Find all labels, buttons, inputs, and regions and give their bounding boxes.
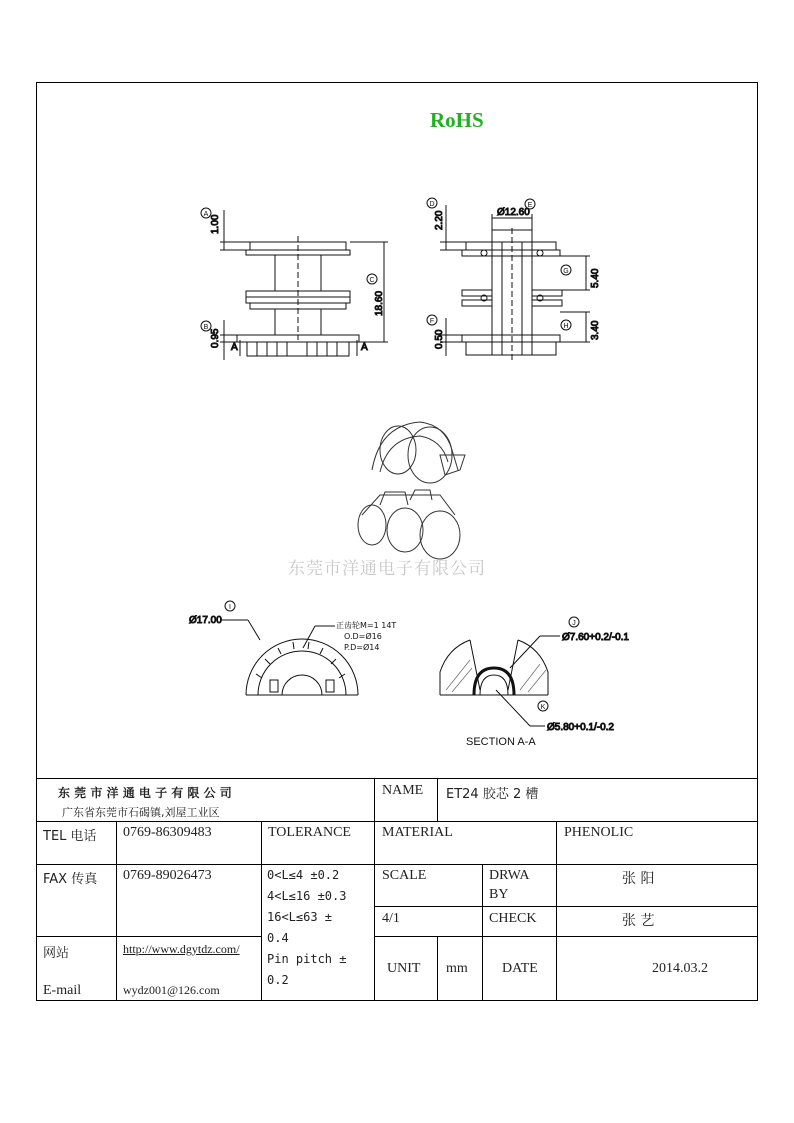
name-value: ET24 胶芯 2 槽	[446, 787, 539, 802]
balloon-c: C	[369, 277, 375, 284]
drwaby-label-2: BY	[489, 887, 509, 902]
tb-vline-unit	[437, 936, 438, 1001]
balloon-k: K	[540, 704, 546, 711]
side-view	[220, 210, 388, 360]
section-view	[440, 636, 560, 726]
tb-line-2	[36, 864, 758, 865]
check-value: 张 艺	[622, 913, 655, 929]
tb-line-1	[36, 821, 758, 822]
dim-j: Ø7.60+0.2/-0.1	[562, 632, 629, 643]
tb-line-4b	[375, 936, 758, 937]
tol-line-6: 0.2	[267, 973, 289, 987]
date-value: 2014.03.2	[652, 961, 708, 976]
balloon-a: A	[203, 211, 209, 218]
gear-note-1: 正齿轮M=1 14T	[336, 621, 397, 630]
company-address: 广东省东莞市石碣镇,刘屋工业区	[62, 806, 220, 819]
fax-label: FAX 传真	[43, 872, 98, 887]
dim-h: 3.40	[590, 320, 601, 340]
dim-g: 5.40	[590, 268, 601, 288]
tb-vline-1	[116, 821, 117, 1001]
section-label: SECTION A-A	[466, 736, 536, 748]
tol-line-1: 0<L≤4 ±0.2	[267, 868, 340, 882]
tb-vline-4	[556, 821, 557, 1001]
tb-top-line	[36, 778, 758, 779]
tb-line-3	[375, 906, 758, 907]
company-name: 东 莞 市 洋 通 电 子 有 限 公 司	[58, 786, 232, 800]
date-label: DATE	[502, 961, 538, 976]
tolerance-label: TOLERANCE	[268, 825, 351, 840]
balloon-g: G	[563, 268, 569, 275]
check-label: CHECK	[489, 911, 537, 926]
gear-note-2: O.D=Ø16	[344, 632, 382, 641]
dim-a: 1.00	[210, 214, 221, 234]
material-label: MATERIAL	[382, 825, 453, 840]
tol-line-5: Pin pitch ±	[267, 952, 347, 966]
tb-vline-3	[482, 864, 483, 1001]
balloon-j: J	[572, 620, 576, 627]
drwaby-label-1: DRWA	[489, 868, 530, 883]
tel-label: TEL 电话	[43, 829, 97, 844]
tb-vline-name	[437, 778, 438, 821]
dim-b: 0.95	[210, 328, 221, 348]
web-label: 网站	[43, 946, 70, 961]
drwaby-value: 张 阳	[622, 871, 655, 887]
front-view	[440, 205, 590, 360]
dim-e: Ø12.60	[497, 207, 530, 218]
tol-line-3: 16<L≤63 ±	[267, 910, 333, 924]
dim-f: 0.50	[434, 329, 445, 349]
dim-d: 2.20	[434, 210, 445, 230]
balloon-f: F	[429, 318, 435, 325]
balloon-h: H	[563, 323, 569, 330]
gear-view	[220, 620, 358, 695]
email-label: E-mail	[43, 983, 82, 998]
section-mark-left: A	[231, 342, 238, 353]
watermark: 东莞市洋通电子有限公司	[288, 559, 486, 579]
tol-line-4: 0.4	[267, 931, 289, 945]
balloon-d: D	[429, 201, 435, 208]
dim-c: 18.60	[374, 290, 385, 316]
unit-label: UNIT	[387, 961, 421, 976]
fax-value: 0769-89026473	[123, 868, 212, 883]
tb-vline-2	[261, 821, 262, 1001]
section-mark-right: A	[361, 342, 368, 353]
gear-note-3: P.D=Ø14	[344, 643, 380, 652]
tb-line-4a	[36, 936, 262, 937]
tel-value: 0769-86309483	[123, 825, 212, 840]
scale-label: SCALE	[382, 868, 427, 883]
scale-value: 4/1	[382, 911, 400, 926]
rohs-label: RoHS	[430, 108, 484, 132]
tb-vline-mid	[374, 778, 375, 1001]
unit-value: mm	[446, 961, 468, 976]
email-value: wydz001@126.com	[123, 983, 220, 997]
balloon-e: E	[527, 202, 533, 209]
balloon-b: B	[203, 324, 209, 331]
web-link[interactable]: http://www.dgytdz.com/	[123, 942, 240, 956]
dim-i: Ø17.00	[189, 615, 222, 626]
isometric-view	[358, 422, 465, 559]
balloon-i: I	[229, 604, 231, 611]
dim-k: Ø5.80+0.1/-0.2	[547, 722, 614, 733]
tol-line-2: 4<L≤16 ±0.3	[267, 889, 347, 903]
name-label: NAME	[382, 783, 424, 798]
material-value: PHENOLIC	[564, 825, 634, 840]
